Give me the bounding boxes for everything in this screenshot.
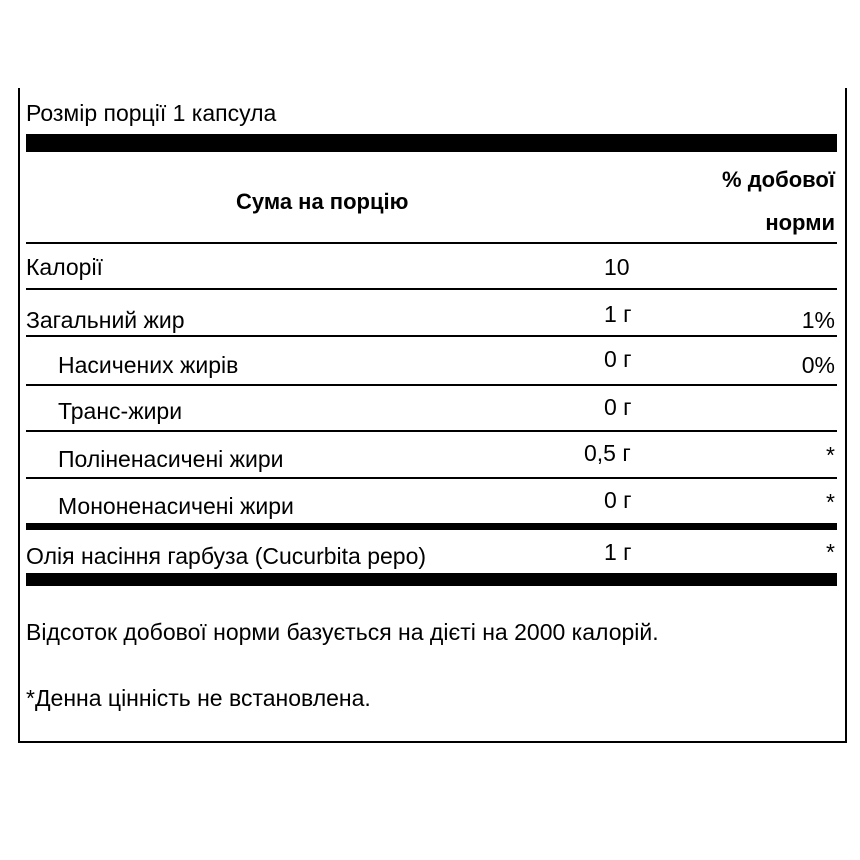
divider — [26, 430, 837, 432]
nutrient-amount: 0 г — [604, 487, 632, 513]
nutrient-daily-value: 1% — [801, 307, 835, 333]
nutrient-amount: 0 г — [604, 394, 632, 420]
nutrition-facts-panel — [18, 88, 847, 743]
divider — [26, 242, 837, 244]
thick-divider-top — [26, 134, 837, 152]
amount-per-serving-header: Сума на порцію — [236, 189, 409, 214]
nutrient-name: Загальний жир — [26, 307, 185, 333]
ingredient-amount: 1 г — [604, 539, 632, 565]
serving-size: Розмір порції 1 капсула — [26, 100, 277, 126]
nutrient-name: Мононенасичені жири — [58, 493, 294, 519]
ingredient-name: Олія насіння гарбуза (Cucurbita pepo) — [26, 543, 427, 569]
nutrient-amount: 0 г — [604, 346, 632, 372]
nutrient-amount: 0,5 г — [584, 440, 631, 466]
divider — [26, 288, 837, 290]
nutrient-name: Поліненасичені жири — [58, 446, 284, 472]
daily-value-footnote: Відсоток добової норми базується на дієті на 2000 калорій. — [26, 619, 659, 645]
nutrient-daily-value: 0% — [801, 352, 835, 378]
nutrient-name: Калорії — [26, 254, 103, 280]
medium-divider — [26, 523, 837, 530]
nutrient-amount: 10 — [604, 254, 630, 280]
nutrient-daily-value: * — [826, 489, 835, 515]
nutrient-name: Транс-жири — [58, 398, 183, 424]
not-established-footnote: *Денна цінність не встановлена. — [26, 685, 371, 711]
nutrient-daily-value: * — [826, 442, 835, 468]
thick-divider-bottom — [26, 573, 837, 586]
daily-value-header-line2: норми — [765, 210, 835, 235]
divider — [26, 477, 837, 479]
ingredient-daily-value: * — [826, 539, 835, 565]
nutrient-name: Насичених жирів — [58, 352, 239, 378]
divider — [26, 335, 837, 337]
daily-value-header-line1: % добової — [722, 167, 835, 192]
divider — [26, 384, 837, 386]
nutrient-amount: 1 г — [604, 301, 632, 327]
